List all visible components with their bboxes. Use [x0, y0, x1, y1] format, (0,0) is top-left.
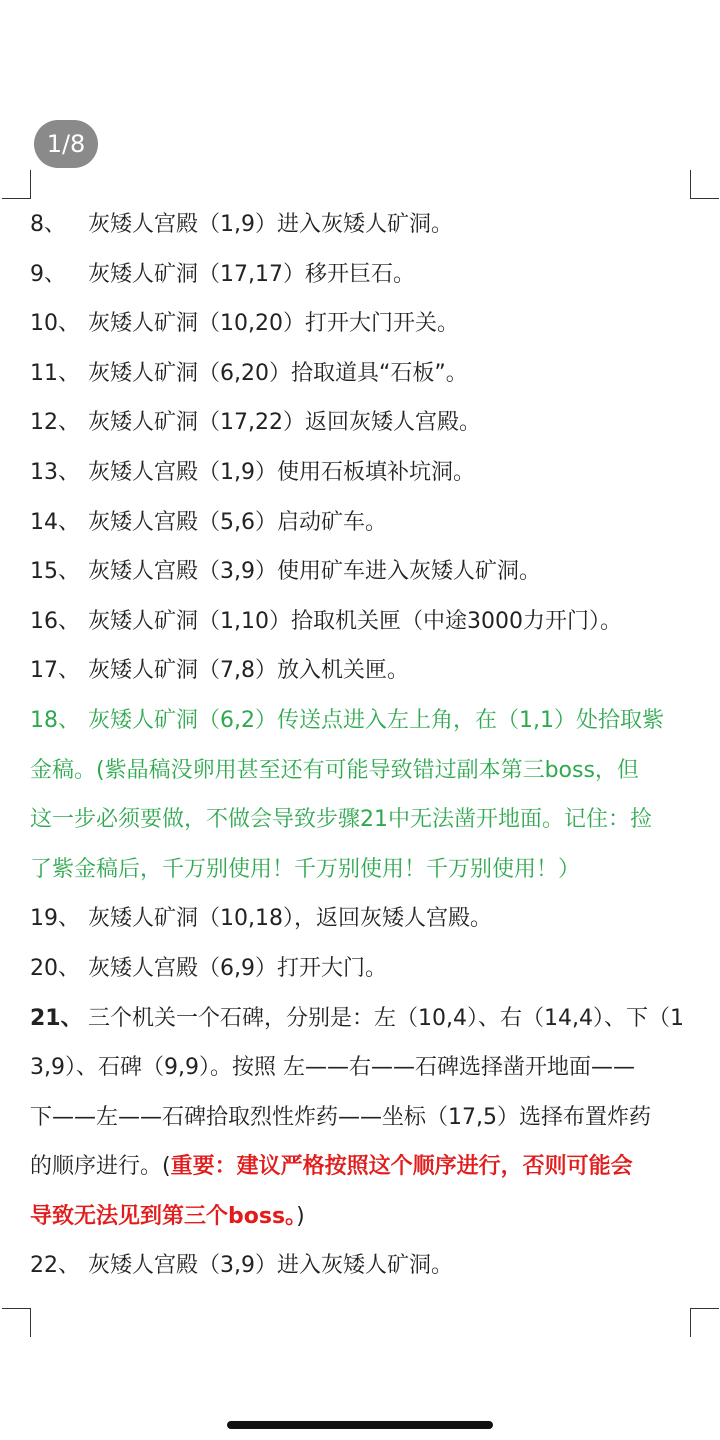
step-12: 12、 灰矮人矿洞（17,22）返回灰矮人宫殿。: [30, 410, 481, 436]
step-17: 17、 灰矮人矿洞（7,8）放入机关匣。: [30, 658, 409, 684]
home-indicator-bar[interactable]: [227, 1421, 493, 1429]
crop-mark-bottom-left: [2, 1308, 31, 1337]
step-21-line-2: 3,9）、石碑（9,9）。按照 左——右——石碑选择凿开地面——: [30, 1055, 635, 1081]
step-19: 19、 灰矮人矿洞（10,18），返回灰矮人宫殿。: [30, 906, 492, 932]
step-10: 10、 灰矮人矿洞（10,20）打开大门开关。: [30, 311, 459, 337]
step-21-line-4: 的顺序进行。(重要：建议严格按照这个顺序进行，否则可能会: [30, 1154, 633, 1180]
step-15: 15、 灰矮人宫殿（3,9）使用矿车进入灰矮人矿洞。: [30, 559, 541, 585]
crop-mark-top-right: [690, 170, 719, 199]
important-note: 重要：建议严格按照这个顺序进行，否则可能会: [170, 1154, 633, 1180]
step-8: 8、 灰矮人宫殿（1,9）进入灰矮人矿洞。: [30, 212, 453, 237]
step-11: 11、 灰矮人矿洞（6,20）拾取道具“石板”。: [30, 360, 468, 386]
step-9: 9、 灰矮人矿洞（17,17）移开巨石。: [30, 261, 415, 287]
page-indicator: 1/8: [34, 120, 98, 168]
step-21-line-1: 21、 三个机关一个石碑，分别是：左（10,4）、右（14,4）、下（1: [30, 1005, 684, 1031]
step-18-line-4: 了紫金稿后，千万别使用！千万别使用！千万别使用！）: [30, 856, 581, 882]
step-21-line-3: 下——左——石碑拾取烈性炸药——坐标（17,5）选择布置炸药: [30, 1104, 651, 1130]
crop-mark-top-left: [2, 170, 31, 199]
step-21-line-5: 导致无法见到第三个boss。): [30, 1203, 305, 1229]
step-16: 16、 灰矮人矿洞（1,10）拾取机关匣（中途3000力开门）。: [30, 608, 622, 634]
step-18-line-1: 18、 灰矮人矿洞（6,2）传送点进入左上角，在（1,1）处拾取紫: [30, 707, 664, 733]
important-note-end: 导致无法见到第三个boss。: [30, 1203, 297, 1229]
step-18-line-2: 金稿。(紫晶稿没卵用甚至还有可能导致错过副本第三boss，但: [30, 757, 639, 783]
crop-mark-bottom-right: [690, 1308, 719, 1337]
step-18-line-3: 这一步必须要做，不做会导致步骤21中无法凿开地面。记住：捡: [30, 807, 652, 833]
step-22: 22、 灰矮人宫殿（3,9）进入灰矮人矿洞。: [30, 1253, 453, 1279]
step-13: 13、 灰矮人宫殿（1,9）使用石板填补坑洞。: [30, 459, 475, 485]
step-20: 20、 灰矮人宫殿（6,9）打开大门。: [30, 955, 387, 981]
step-14: 14、 灰矮人宫殿（5,6）启动矿车。: [30, 509, 387, 535]
document-body: [30, 200, 684, 1291]
